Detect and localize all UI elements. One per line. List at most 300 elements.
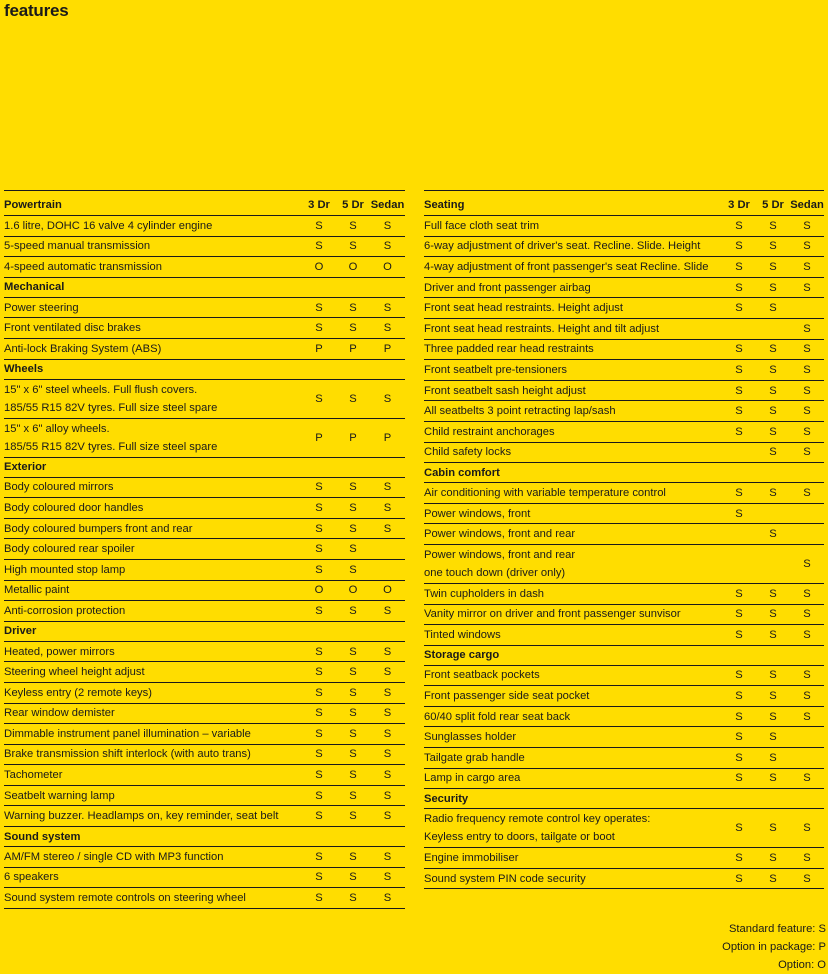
feature-label: Sound system PIN code security	[424, 872, 586, 885]
feature-cell	[424, 216, 722, 237]
availability-cell: S	[302, 318, 336, 339]
section-heading: Sound system	[4, 827, 405, 847]
features-table-left	[4, 190, 405, 909]
availability-cell: S	[302, 785, 336, 806]
availability-cell: S	[722, 848, 756, 869]
feature-label: 1.6 litre, DOHC 16 valve 4 cylinder engine	[4, 219, 213, 232]
availability-cell: S	[722, 236, 756, 257]
table-row	[424, 727, 824, 748]
feature-label: Air conditioning with variable temperature control	[424, 486, 666, 499]
availability-cell: S	[756, 277, 790, 298]
feature-cell	[4, 418, 302, 457]
availability-cell: S	[722, 604, 756, 625]
feature-cell	[424, 318, 722, 339]
availability-cell: S	[790, 583, 824, 604]
feature-cell	[424, 604, 722, 625]
table-row	[4, 867, 405, 888]
table-row	[4, 785, 405, 806]
feature-label: Warning buzzer. Headlamps on, key reminder, seat belt	[4, 810, 279, 823]
availability-cell	[722, 318, 756, 339]
availability-cell: S	[722, 748, 756, 769]
availability-cell	[790, 748, 824, 769]
feature-label: Body coloured mirrors	[4, 481, 114, 494]
availability-cell	[756, 544, 790, 583]
availability-cell: S	[756, 421, 790, 442]
feature-cell	[424, 236, 722, 257]
feature-label: Child restraint anchorages	[424, 425, 555, 438]
availability-cell: P	[370, 338, 405, 359]
availability-cell: S	[790, 380, 824, 401]
table-row	[4, 744, 405, 765]
feature-label: Front seat head restraints. Height adjust	[424, 302, 623, 315]
availability-cell: S	[336, 297, 370, 318]
feature-cell	[4, 297, 302, 318]
feature-label: 6-way adjustment of driver's seat. Recline. Slide. Height	[424, 240, 701, 253]
availability-cell: S	[790, 768, 824, 789]
feature-label: AM/FM stereo / single CD with MP3 function	[4, 850, 224, 863]
table-row	[424, 748, 824, 769]
feature-cell	[4, 539, 302, 560]
feature-label: Dimmable instrument panel illumination – variable	[4, 727, 251, 740]
feature-label: Keyless entry (2 remote keys)	[4, 686, 152, 699]
feature-cell	[4, 724, 302, 745]
feature-cell	[4, 703, 302, 724]
availability-cell: S	[336, 518, 370, 539]
availability-cell: S	[370, 765, 405, 786]
availability-cell: S	[722, 625, 756, 646]
header-label: Powertrain	[4, 191, 302, 216]
availability-cell: S	[336, 806, 370, 827]
availability-cell: S	[790, 339, 824, 360]
feature-label: Engine immobiliser	[424, 852, 519, 865]
availability-cell: O	[336, 257, 370, 278]
table-row	[4, 338, 405, 359]
feature-label: All seatbelts 3 point retracting lap/sash	[424, 405, 616, 418]
feature-label: Front seatback pockets	[424, 669, 540, 682]
availability-cell: S	[370, 703, 405, 724]
section-heading: Wheels	[4, 359, 405, 379]
table-row	[424, 380, 824, 401]
availability-cell: S	[370, 641, 405, 662]
section-heading-row	[424, 645, 824, 665]
feature-cell	[424, 768, 722, 789]
feature-label: Vanity mirror on driver and front passenger sunvisor	[424, 608, 681, 621]
availability-cell: S	[336, 662, 370, 683]
availability-cell: P	[336, 418, 370, 457]
availability-cell: S	[790, 216, 824, 237]
availability-cell: S	[336, 477, 370, 498]
availability-cell: O	[370, 580, 405, 601]
table-row	[4, 888, 405, 909]
header-col: 5 Dr	[756, 191, 790, 216]
table-row	[4, 216, 405, 237]
feature-label: Twin cupholders in dash	[424, 587, 545, 600]
feature-label: Driver and front passenger airbag	[424, 281, 591, 294]
availability-cell: S	[790, 483, 824, 504]
section-heading: Storage cargo	[424, 645, 824, 665]
availability-cell: S	[336, 559, 370, 580]
header-col: 5 Dr	[336, 191, 370, 216]
feature-label: Anti-corrosion protection	[4, 604, 126, 617]
availability-cell: S	[722, 401, 756, 422]
feature-label: Lamp in cargo area	[424, 772, 521, 785]
feature-label: Sound system remote controls on steering wheel	[4, 892, 246, 905]
feature-label: Front seatbelt sash height adjust	[424, 384, 586, 397]
feature-cell	[4, 580, 302, 601]
feature-cell	[4, 867, 302, 888]
availability-cell: S	[790, 625, 824, 646]
availability-cell: S	[370, 236, 405, 257]
availability-cell: S	[790, 706, 824, 727]
availability-cell: S	[370, 888, 405, 909]
section-heading: Security	[424, 789, 824, 809]
availability-cell: S	[370, 477, 405, 498]
feature-cell	[424, 257, 722, 278]
legend-option: Option: O	[778, 959, 826, 971]
availability-cell: S	[336, 318, 370, 339]
section-heading: Exterior	[4, 457, 405, 477]
header-col: Sedan	[370, 191, 405, 216]
table-row	[424, 544, 824, 583]
availability-cell: S	[722, 380, 756, 401]
feature-cell	[424, 339, 722, 360]
feature-cell	[424, 421, 722, 442]
availability-cell: S	[756, 380, 790, 401]
availability-cell: S	[370, 806, 405, 827]
table-row	[424, 868, 824, 889]
availability-cell: S	[790, 809, 824, 848]
table-row	[4, 703, 405, 724]
availability-cell	[756, 318, 790, 339]
feature-cell	[4, 236, 302, 257]
table-row	[4, 236, 405, 257]
table-row	[4, 847, 405, 868]
table-row	[424, 216, 824, 237]
availability-cell: S	[336, 785, 370, 806]
availability-cell: S	[370, 518, 405, 539]
availability-cell: S	[302, 682, 336, 703]
feature-label: Power windows, front and rear	[424, 528, 576, 541]
availability-cell	[790, 524, 824, 545]
availability-cell: S	[336, 703, 370, 724]
table-row	[424, 483, 824, 504]
section-heading-row	[4, 359, 405, 379]
table-row	[4, 806, 405, 827]
section-heading: Cabin comfort	[424, 463, 824, 483]
availability-cell: S	[790, 318, 824, 339]
feature-label: Front seat head restraints. Height and tilt adjust	[424, 322, 660, 335]
feature-cell	[4, 641, 302, 662]
feature-label: Heated, power mirrors	[4, 645, 115, 658]
availability-cell: S	[336, 744, 370, 765]
feature-cell	[4, 847, 302, 868]
feature-label: 15" x 6" steel wheels. Full flush covers.	[4, 383, 198, 396]
availability-cell: S	[336, 236, 370, 257]
feature-label-line2: one touch down (driver only)	[424, 566, 566, 579]
availability-cell: S	[302, 744, 336, 765]
availability-cell: S	[302, 236, 336, 257]
availability-cell: S	[722, 768, 756, 789]
legend	[722, 920, 826, 974]
table-row	[424, 236, 824, 257]
section-heading-row	[4, 827, 405, 847]
availability-cell	[370, 539, 405, 560]
table-row	[4, 418, 405, 457]
feature-cell	[4, 662, 302, 683]
feature-cell	[4, 806, 302, 827]
availability-cell: S	[722, 277, 756, 298]
availability-cell: S	[302, 601, 336, 622]
availability-cell: S	[302, 724, 336, 745]
availability-cell: S	[336, 641, 370, 662]
availability-cell: S	[722, 686, 756, 707]
feature-label: Seatbelt warning lamp	[4, 789, 115, 802]
availability-cell: S	[722, 868, 756, 889]
feature-cell	[4, 318, 302, 339]
availability-cell: S	[756, 665, 790, 686]
availability-cell: S	[370, 297, 405, 318]
feature-cell	[4, 216, 302, 237]
feature-label: Power windows, front and rear	[424, 548, 576, 561]
feature-cell	[424, 848, 722, 869]
feature-cell	[4, 379, 302, 418]
feature-cell	[424, 401, 722, 422]
table-row	[4, 662, 405, 683]
table-row	[4, 580, 405, 601]
availability-cell: S	[336, 724, 370, 745]
table-row	[424, 401, 824, 422]
section-heading: Driver	[4, 621, 405, 641]
availability-cell: S	[790, 848, 824, 869]
feature-label: 4-way adjustment of front passenger's seat Recline. Slide	[424, 260, 709, 273]
availability-cell: S	[756, 401, 790, 422]
availability-cell: S	[336, 498, 370, 519]
table-row	[424, 848, 824, 869]
feature-cell	[424, 727, 722, 748]
feature-cell	[424, 706, 722, 727]
feature-label-line2: Keyless entry to doors, tailgate or boot	[424, 831, 615, 844]
availability-cell: S	[302, 765, 336, 786]
availability-cell: S	[790, 686, 824, 707]
table-row	[4, 477, 405, 498]
availability-cell: S	[370, 498, 405, 519]
availability-cell: S	[722, 257, 756, 278]
feature-cell	[424, 686, 722, 707]
table-row	[424, 625, 824, 646]
feature-label: 15" x 6" alloy wheels.	[4, 422, 110, 435]
availability-cell: S	[722, 483, 756, 504]
feature-label: Sunglasses holder	[424, 731, 517, 744]
availability-cell	[756, 503, 790, 524]
availability-cell: S	[722, 360, 756, 381]
availability-cell: S	[756, 809, 790, 848]
feature-label: Front ventilated disc brakes	[4, 322, 141, 335]
header-col: 3 Dr	[722, 191, 756, 216]
table-row	[424, 298, 824, 319]
feature-cell	[4, 785, 302, 806]
availability-cell: S	[370, 601, 405, 622]
table-row	[4, 559, 405, 580]
availability-cell: S	[756, 236, 790, 257]
availability-cell: S	[302, 847, 336, 868]
availability-cell: S	[336, 682, 370, 703]
table-row	[4, 257, 405, 278]
availability-cell: S	[302, 539, 336, 560]
availability-cell: S	[790, 401, 824, 422]
availability-cell: S	[756, 524, 790, 545]
availability-cell: S	[756, 748, 790, 769]
availability-cell: S	[756, 848, 790, 869]
availability-cell: S	[790, 665, 824, 686]
feature-label: Tinted windows	[424, 628, 501, 641]
feature-cell	[4, 559, 302, 580]
availability-cell: S	[722, 706, 756, 727]
page-title: features	[4, 1, 69, 20]
feature-cell	[424, 544, 722, 583]
table-row	[4, 297, 405, 318]
table-row	[424, 583, 824, 604]
availability-cell: S	[790, 236, 824, 257]
feature-label: Rear window demister	[4, 707, 115, 720]
availability-cell	[722, 524, 756, 545]
feature-label: Radio frequency remote control key operates:	[424, 813, 651, 826]
feature-cell	[424, 503, 722, 524]
table-header-row	[424, 191, 824, 216]
header-col: Sedan	[790, 191, 824, 216]
table-row	[4, 682, 405, 703]
availability-cell: S	[756, 868, 790, 889]
feature-cell	[4, 765, 302, 786]
availability-cell: S	[336, 216, 370, 237]
table-row	[424, 257, 824, 278]
availability-cell: S	[756, 768, 790, 789]
availability-cell: S	[370, 216, 405, 237]
availability-cell: S	[756, 706, 790, 727]
availability-cell: S	[370, 867, 405, 888]
availability-cell: P	[302, 418, 336, 457]
table-header-row	[4, 191, 405, 216]
availability-cell: S	[302, 888, 336, 909]
feature-cell	[4, 601, 302, 622]
availability-cell: S	[722, 216, 756, 237]
feature-cell	[424, 380, 722, 401]
feature-label: High mounted stop lamp	[4, 563, 126, 576]
feature-cell	[4, 338, 302, 359]
feature-label: Anti-lock Braking System (ABS)	[4, 342, 162, 355]
table-row	[424, 503, 824, 524]
availability-cell: S	[370, 785, 405, 806]
feature-cell	[424, 665, 722, 686]
availability-cell: P	[336, 338, 370, 359]
availability-cell: S	[756, 583, 790, 604]
table-row	[4, 601, 405, 622]
availability-cell: S	[370, 682, 405, 703]
availability-cell	[790, 298, 824, 319]
feature-label: Front seatbelt pre-tensioners	[424, 363, 568, 376]
table-row	[4, 641, 405, 662]
header-col: 3 Dr	[302, 191, 336, 216]
availability-cell: S	[722, 339, 756, 360]
availability-cell: S	[370, 662, 405, 683]
availability-cell: S	[722, 503, 756, 524]
feature-cell	[4, 477, 302, 498]
availability-cell: S	[302, 518, 336, 539]
availability-cell: S	[302, 498, 336, 519]
legend-package: Option in package: P	[722, 941, 826, 953]
feature-label: 4-speed automatic transmission	[4, 260, 162, 273]
availability-cell	[722, 544, 756, 583]
availability-cell: S	[370, 724, 405, 745]
table-row	[424, 339, 824, 360]
availability-cell: O	[336, 580, 370, 601]
availability-cell: S	[370, 379, 405, 418]
availability-cell: S	[722, 298, 756, 319]
availability-cell: S	[302, 559, 336, 580]
availability-cell: S	[722, 421, 756, 442]
availability-cell: S	[370, 318, 405, 339]
feature-cell	[424, 809, 722, 848]
table-row	[424, 318, 824, 339]
feature-label-line2: 185/55 R15 82V tyres. Full size steel spare	[4, 401, 218, 414]
table-row	[424, 665, 824, 686]
feature-cell	[4, 257, 302, 278]
availability-cell: S	[790, 257, 824, 278]
availability-cell	[790, 727, 824, 748]
table-row	[4, 724, 405, 745]
feature-cell	[424, 868, 722, 889]
feature-cell	[424, 360, 722, 381]
feature-cell	[424, 583, 722, 604]
availability-cell: S	[302, 703, 336, 724]
feature-cell	[424, 625, 722, 646]
availability-cell: S	[302, 216, 336, 237]
availability-cell: S	[722, 665, 756, 686]
feature-label: 60/40 split fold rear seat back	[424, 710, 571, 723]
feature-label: Metallic paint	[4, 584, 70, 597]
availability-cell: S	[722, 727, 756, 748]
availability-cell: S	[756, 442, 790, 463]
availability-cell: S	[756, 686, 790, 707]
feature-cell	[4, 682, 302, 703]
availability-cell	[370, 559, 405, 580]
table-row	[4, 318, 405, 339]
availability-cell: S	[336, 601, 370, 622]
availability-cell: S	[722, 583, 756, 604]
table-row	[424, 277, 824, 298]
availability-cell: S	[790, 868, 824, 889]
availability-cell: S	[756, 604, 790, 625]
header-label: Seating	[424, 191, 722, 216]
feature-label: Tachometer	[4, 769, 63, 782]
legend-standard: Standard feature: S	[728, 923, 826, 935]
availability-cell: S	[756, 625, 790, 646]
availability-cell: S	[336, 765, 370, 786]
feature-label: Front passenger side seat pocket	[424, 690, 590, 703]
availability-cell	[790, 503, 824, 524]
availability-cell: S	[756, 483, 790, 504]
feature-label-line2: 185/55 R15 82V tyres. Full size steel spare	[4, 440, 218, 453]
table-row	[424, 421, 824, 442]
table-row	[424, 686, 824, 707]
feature-label: 5-speed manual transmission	[4, 240, 151, 253]
availability-cell: S	[790, 442, 824, 463]
availability-cell: S	[756, 257, 790, 278]
feature-cell	[4, 888, 302, 909]
feature-label: Power steering	[4, 301, 79, 314]
feature-cell	[4, 744, 302, 765]
availability-cell: S	[336, 867, 370, 888]
section-heading-row	[424, 789, 824, 809]
